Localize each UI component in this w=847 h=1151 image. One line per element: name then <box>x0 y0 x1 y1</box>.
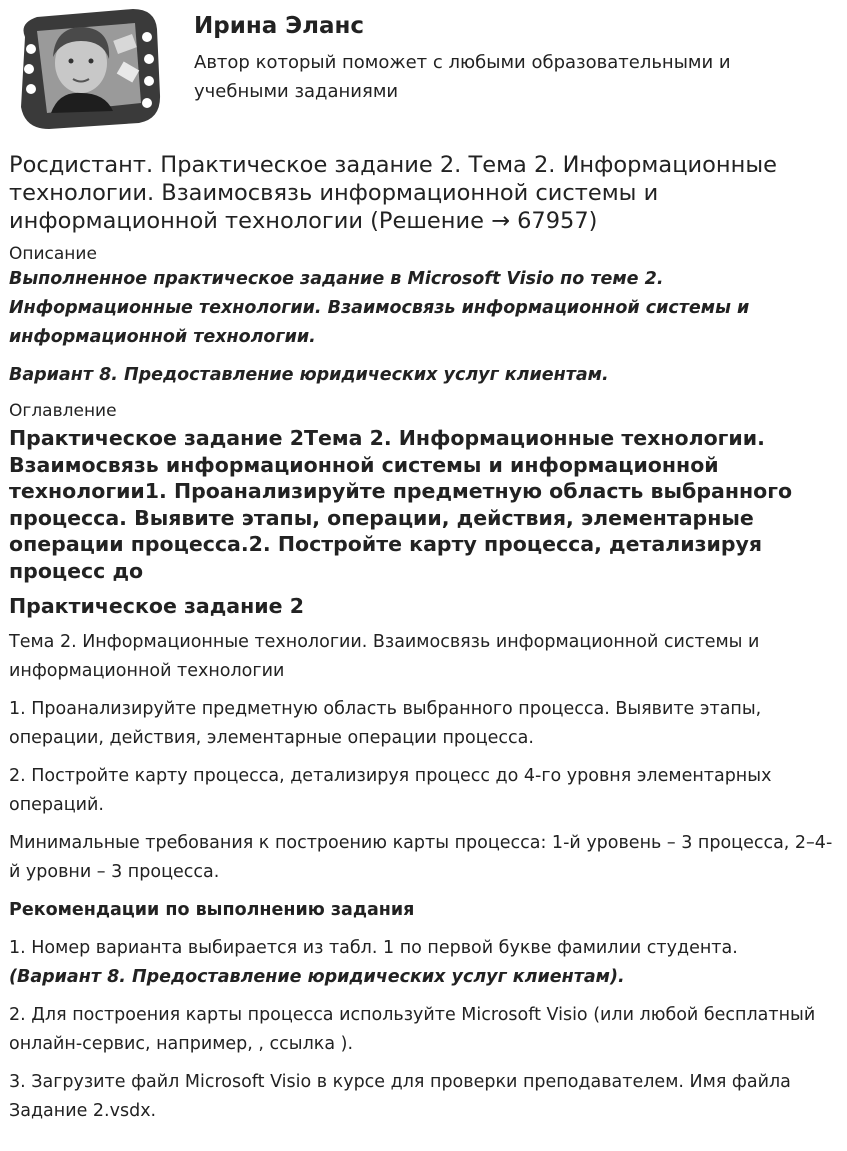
recommendation-1-text: 1. Номер варианта выбирается из табл. 1 по первой букве фамилии студента. <box>9 938 738 958</box>
author-description: Автор который поможет с любыми образовательными и учебными заданиями <box>194 52 731 102</box>
description-variant: Вариант 8. Предоставление юридических услуг клиентам. <box>9 365 609 385</box>
content-paragraph: Тема 2. Информационные технологии. Взаимосвязь информационной системы и информационной технологии <box>9 632 760 681</box>
author-avatar[interactable] <box>15 7 161 129</box>
author-name[interactable]: Ирина Эланс <box>194 13 365 39</box>
content-paragraph: Минимальные требования к построению карты процесса: 1-й уровень – 3 процесса, 2–4-й уровни – 3 процесса. <box>9 833 833 882</box>
description-label: Описание <box>9 244 97 264</box>
recommendations-heading: Рекомендации по выполнению задания <box>9 900 415 920</box>
toc-text: Практическое задание 2Тема 2. Информационные технологии. Взаимосвязь информационной системы и информационной технологии1. Проанализируйте предметную область выбранного процесса. Выявите этапы, операции, действия, элементарные операции процесса.2. Постройте карту процесса, детализируя процесс до <box>9 426 793 583</box>
recommendation-3: 3. Загрузите файл Microsoft Visio в курсе для проверки преподавателем. Имя файла Задание 2.vsdx. <box>9 1072 791 1121</box>
recommendation-2: 2. Для построения карты процесса используйте Microsoft Visio (или любой бесплатный онлайн-сервис, например, , ссылка ). <box>9 1005 816 1054</box>
recommendation-1-variant: (Вариант 8. Предоставление юридических услуг клиентам). <box>9 967 625 987</box>
content-paragraph: 2. Постройте карту процесса, детализируя процесс до 4-го уровня элементарных операций. <box>9 766 772 815</box>
toc-label: Оглавление <box>9 401 117 421</box>
author-card <box>9 0 838 140</box>
description-text: Выполненное практическое задание в Microsoft Visio по теме 2. Информационные технологии. Взаимосвязь информационной системы и информационной технологии. <box>9 269 750 347</box>
portrait-icon <box>51 27 113 113</box>
content-paragraph: 1. Проанализируйте предметную область выбранного процесса. Выявите этапы, операции, действия, элементарные операции процесса. <box>9 699 762 748</box>
content-heading: Практическое задание 2 <box>9 594 304 618</box>
recommendation-1 <box>9 934 838 992</box>
page-title: Росдистант. Практическое задание 2. Тема 2. Информационные технологии. Взаимосвязь информационной системы и информационной технологии (Решение → 67957) <box>9 152 777 234</box>
